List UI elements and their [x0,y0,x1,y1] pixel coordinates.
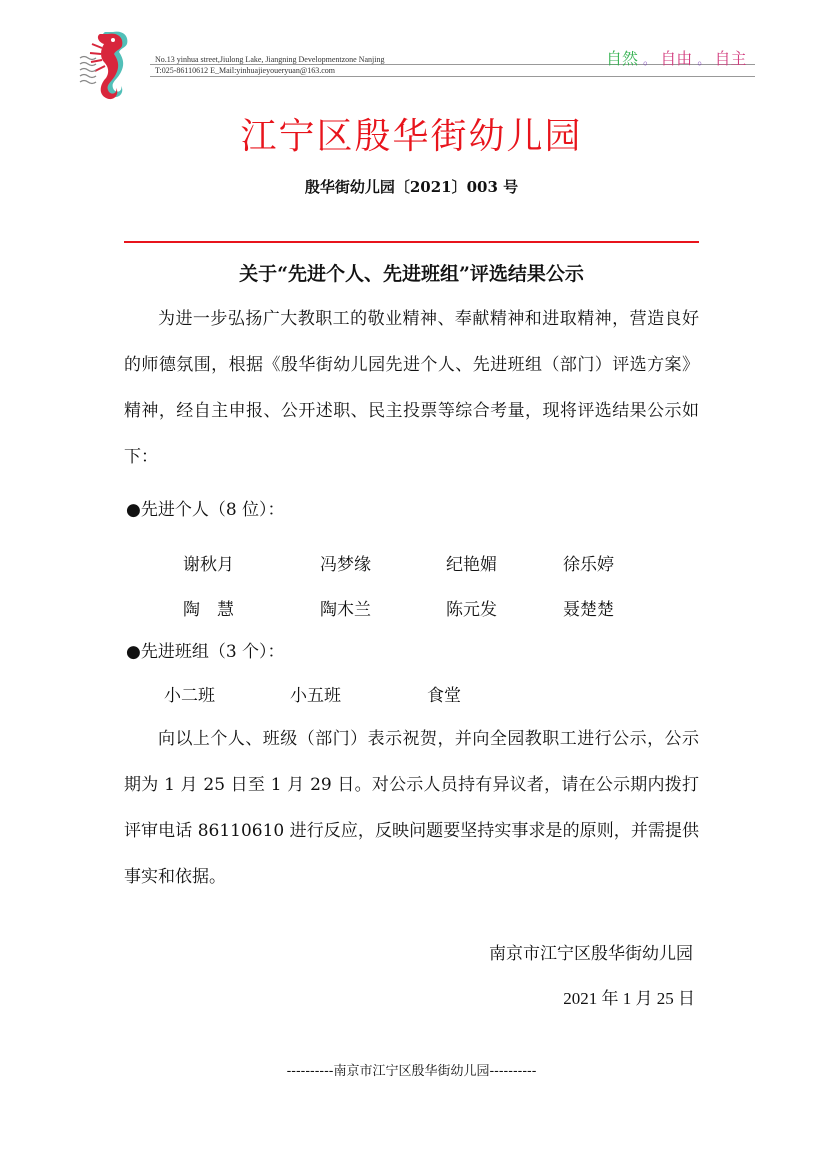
header-divider [150,76,755,77]
signature-date: 2021 年 1 月 25 日 [563,989,695,1008]
group-name: 小五班 [290,686,341,706]
group-name: 食堂 [427,686,461,706]
individual-name: 谢秋月 [183,555,234,575]
closing-paragraph: 向以上个人、班级（部门）表示祝贺，并向全园教职工进行公示，公示期为 1 月 25 日至 1 月 29 日。对公示人员持有异议者，请在公示期内拨打评审电话 86110610 进行反应，反映问题要坚持实事求是的原则，并需提供事实和依据。 [124,729,699,887]
individual-name: 纪艳媚 [446,555,497,575]
document-title: 关于“先进个人、先进班组”评选结果公示 [239,263,584,285]
group-name: 小二班 [164,686,215,706]
slogan-part: 自然 [606,49,639,68]
individual-name: 陶 慧 [183,600,234,620]
page-footer: ----------南京市江宁区殷华街幼儿园---------- [286,1064,537,1079]
groups-heading: ●先进班组（3 个）： [126,642,285,662]
contact-phone-email: T:025-86110612 E_Mail:yinhuajieyoueryuan@163.com [155,66,335,75]
slogan-separator: 。 [643,53,656,67]
org-title: 江宁区殷华街幼儿园 [240,116,583,157]
individual-name: 聂楚楚 [563,600,614,620]
individual-name: 徐乐婷 [563,555,614,575]
individual-name: 冯梦缘 [320,555,371,575]
red-divider [124,241,699,243]
intro-paragraph: 为进一步弘扬广大教职工的敬业精神、奉献精神和进取精神，营造良好的师德氛围，根据《殷华街幼儿园先进个人、先进班组（部门）评选方案》精神，经自主申报、公开述职、民主投票等综合考量，现将评选结果公示如下： [124,309,699,467]
slogan-part: 自主 [714,49,747,68]
document-number: 殷华街幼儿园〔2021〕003 号 [304,178,519,196]
individual-name: 陈元发 [446,600,497,620]
signature-organization: 南京市江宁区殷华街幼儿园 [489,944,693,964]
individuals-heading: ●先进个人（8 位）： [126,500,285,520]
individual-name: 陶木兰 [320,600,371,620]
seahorse-logo [78,28,140,102]
slogan-separator: 。 [697,53,710,67]
slogan-part: 自由 [660,49,693,68]
contact-address: No.13 yinhua street,Jiulong Lake, Jiangning Developmentzone Nanjing [155,55,385,64]
slogan [606,46,746,69]
